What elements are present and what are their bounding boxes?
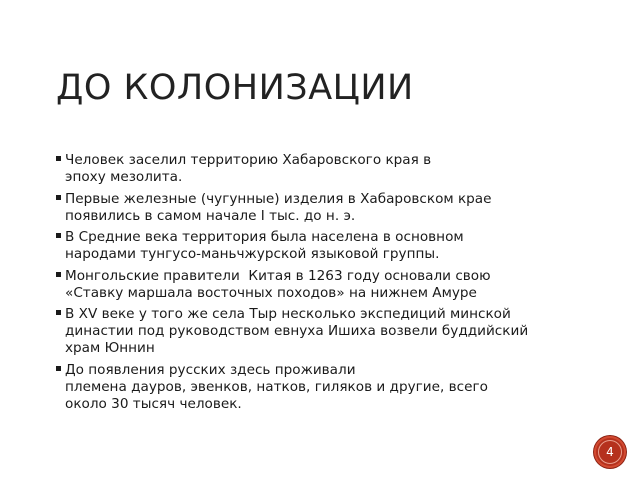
- bullet-line: Человек заселил территорию Хабаровского края в: [65, 152, 432, 168]
- bullet-line: храм Юннин: [65, 340, 155, 356]
- bullet-line: Первые железные (чугунные) изделия в Хабаровском крае: [65, 190, 492, 207]
- bullet-square-icon: [56, 366, 61, 371]
- bullet-item: [56, 306, 606, 357]
- bullet-square-icon: [56, 272, 61, 277]
- bullet-line: племена дауров, эвенков, натков, гиляков и другие, всего: [65, 378, 488, 395]
- bullet-line: появились в самом начале I тыс. до н. э.: [65, 207, 356, 224]
- bullet-list: [56, 152, 606, 417]
- bullet-line: около 30 тысяч человек.: [65, 395, 242, 412]
- bullet-line: династии под руководством евнуха Ишиха возвели буддийский: [65, 323, 529, 339]
- bullet-line: Монгольские правители Китая в 1263 году основали свою: [65, 267, 491, 284]
- bullet-square-icon: [56, 195, 61, 200]
- bullet-line: В Средние века территория была населена в основном: [65, 229, 464, 245]
- bullet-item: [56, 268, 606, 302]
- bullet-item: [56, 362, 606, 413]
- bullet-square-icon: [56, 310, 61, 315]
- page-number-badge: [594, 436, 626, 468]
- bullet-line: В XV веке у того же села Тыр несколько экспедиций минской: [65, 306, 511, 322]
- bullet-line: народами тунгусо-маньчжурской языковой группы.: [65, 246, 440, 262]
- bullet-line: До появления русских здесь проживали: [65, 361, 356, 378]
- bullet-item: [56, 191, 606, 225]
- bullet-square-icon: [56, 156, 61, 161]
- page-number: 4: [606, 445, 614, 459]
- slide-title: ДО КОЛОНИЗАЦИИ: [56, 68, 414, 108]
- bullet-line: эпоху мезолита.: [65, 169, 183, 185]
- bullet-line: «Ставку маршала восточных походов» на нижнем Амуре: [65, 284, 477, 301]
- bullet-item: [56, 152, 606, 186]
- bullet-square-icon: [56, 233, 61, 238]
- bullet-item: [56, 229, 606, 263]
